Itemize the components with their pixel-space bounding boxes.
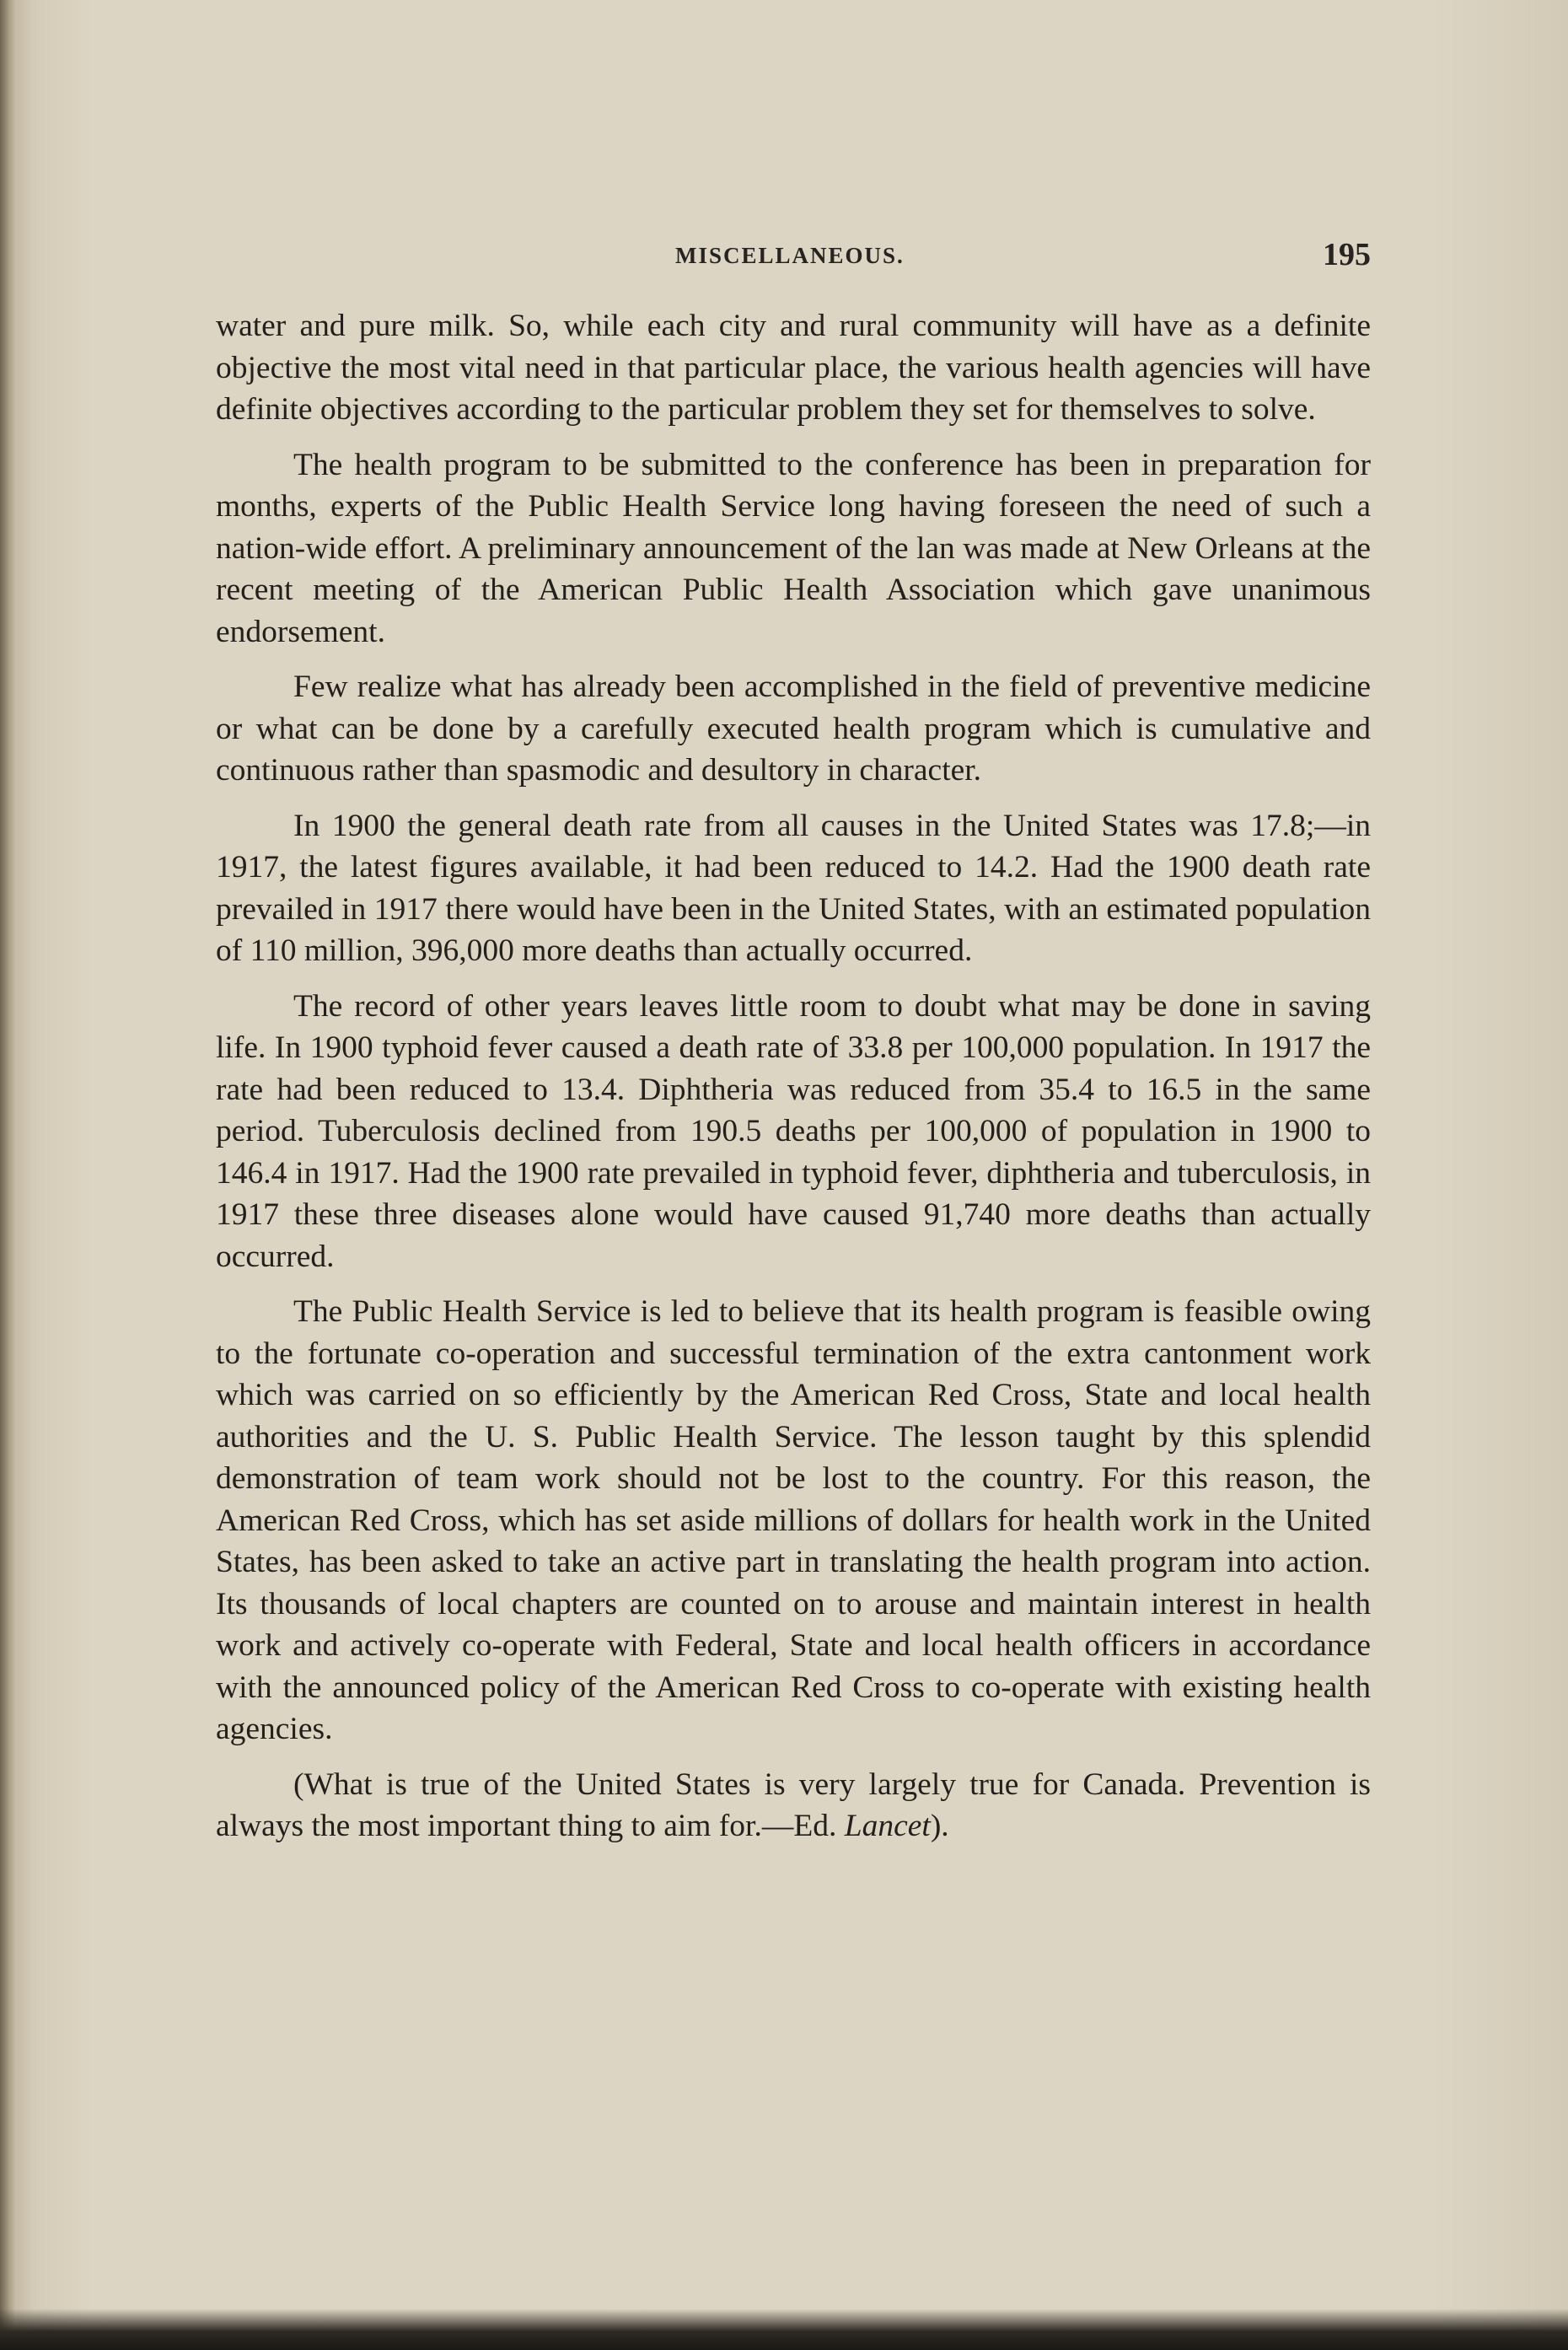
- paragraph: The health program to be submitted to the conference has been in preparation for months, experts of the Public Health Service long having foreseen the need of such a nation-wide effort. A preliminary announcement of the lan was made at New Orleans at the recent meeting of the American Public Health Association which gave unanimous endorsement.: [216, 447, 1371, 649]
- running-head: MISCELLANEOUS.: [675, 243, 905, 268]
- paragraph: The Public Health Service is led to believe that its health program is feasible owing to the fortunate co-operation and successful termination of the extra cantonment work which was carried on so efficiently by the American Red Cross, State and local health authorities and the U. S. Public Health Service. The lesson taught by this splendid demonstration of team work should not be lost to the country. For this reason, the American Red Cross, which has set aside millions of dollars for health work in the United States, has been asked to take an active part in translating the health program into action. Its thousands of local chapters are counted on to arouse and maintain interest in health work and actively co-operate with Federal, State and local health officers in accordance with the announced policy of the American Red Cross to co-operate with existing health agencies.: [216, 1294, 1371, 1746]
- binding-shadow: [0, 0, 15, 2350]
- body-text: [216, 305, 1371, 1861]
- source-citation: Lancet: [844, 1809, 931, 1843]
- paragraph: The record of other years leaves little room to doubt what may be done in saving life. In 1900 typhoid fever caused a death rate of 33.8 per 100,000 population. In 1917 the rate had been reduced to 13.4. Diphtheria was reduced from 35.4 to 16.5 in the same period. Tuberculosis declined from 190.5 deaths per 100,000 of population in 1900 to 146.4 in 1917. Had the 1900 rate prevailed in typhoid fever, diphtheria and tuberculosis, in 1917 these three diseases alone would have caused 91,740 more deaths than actually occurred.: [216, 988, 1371, 1274]
- paragraph: In 1900 the general death rate from all causes in the United States was 17.8;—in 1917, the latest figures available, it had been reduced to 14.2. Had the 1900 death rate prevailed in 1917 there would have been in the United States, with an estimated population of 110 million, 396,000 more deaths than actually occurred.: [216, 808, 1371, 968]
- page-number: 195: [1323, 237, 1371, 272]
- paragraph: water and pure milk. So, while each city and rural community will have as a definite objective the most vital need in that particular place, the various health agencies will have definite objectives according to the particular problem they set for themselves to solve.: [216, 309, 1371, 427]
- page-header: [216, 236, 1371, 287]
- closing-note-end: ).: [930, 1809, 949, 1843]
- page-bottom-edge: [0, 2309, 1568, 2350]
- paragraph: Few realize what has already been accomplished in the field of preventive medicine or what can be done by a carefully executed health program which is cumulative and continuous rather than spasmodic and desultory in character.: [216, 670, 1371, 788]
- closing-note-text: (What is true of the United States is very largely true for Canada. Prevention is always the most important thing to aim for.—Ed.: [216, 1767, 1371, 1843]
- closing-note-paragraph: [216, 1764, 1371, 1847]
